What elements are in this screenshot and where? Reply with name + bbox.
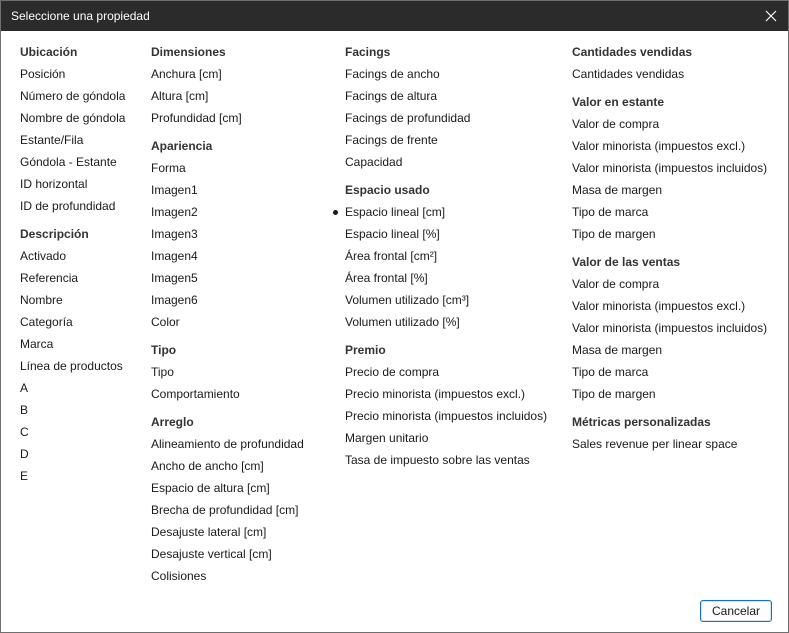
property-item-masa-de-margen[interactable]: Masa de margen (572, 343, 663, 357)
property-item-precio-de-compra[interactable]: Precio de compra (345, 365, 440, 379)
property-item-nombre-de-gondola[interactable]: Nombre de góndola (20, 111, 126, 125)
property-item-linea-de-productos[interactable]: Línea de productos (20, 359, 123, 373)
column-sales-values (572, 41, 767, 455)
property-item-sales-revenue-per-linear-space[interactable]: Sales revenue per linear space (572, 437, 738, 451)
group-header: Valor en estante (572, 95, 665, 109)
property-item-id-de-profundidad[interactable]: ID de profundidad (20, 199, 116, 213)
property-item-a[interactable]: A (20, 381, 29, 395)
property-item-b[interactable]: B (20, 403, 29, 417)
property-item-tipo-de-marca[interactable]: Tipo de marca (572, 205, 649, 219)
group-header: Métricas personalizadas (572, 415, 711, 429)
property-item-posicion[interactable]: Posición (20, 67, 66, 81)
property-item-profundidad-cm[interactable]: Profundidad [cm] (151, 111, 242, 125)
property-item-facings-de-ancho[interactable]: Facings de ancho (345, 67, 440, 81)
property-item-espacio-lineal-cm[interactable]: Espacio lineal [cm] (345, 201, 547, 223)
group-header: Valor de las ventas (572, 255, 681, 269)
title-bar (1, 1, 788, 31)
cancel-button[interactable]: Cancelar (700, 600, 772, 622)
property-item-valor-minorista-impuestos-excl[interactable]: Valor minorista (impuestos excl.) (572, 139, 746, 153)
property-group-dimensiones (151, 41, 304, 129)
property-item-referencia[interactable]: Referencia (20, 271, 79, 285)
property-item-valor-minorista-impuestos-incluidos[interactable]: Valor minorista (impuestos incluidos) (572, 161, 768, 175)
property-item-ancho-de-ancho-cm[interactable]: Ancho de ancho [cm] (151, 459, 264, 473)
close-button[interactable] (758, 3, 784, 29)
property-item-e[interactable]: E (20, 469, 29, 483)
property-group-apariencia (151, 135, 304, 333)
group-header: Premio (345, 343, 386, 357)
property-item-c[interactable]: C (20, 425, 29, 439)
property-group-valor-en-estante (572, 91, 767, 245)
property-item-imagen1[interactable]: Imagen1 (151, 183, 198, 197)
property-item-facings-de-profundidad[interactable]: Facings de profundidad (345, 111, 471, 125)
property-item-valor-de-compra[interactable]: Valor de compra (572, 277, 660, 291)
property-group-valor-de-las-ventas (572, 251, 767, 405)
property-item-area-frontal[interactable]: Área frontal [%] (345, 271, 428, 285)
property-group-espacio-usado (345, 179, 547, 333)
group-header: Cantidades vendidas (572, 45, 693, 59)
property-item-tipo-de-margen[interactable]: Tipo de margen (572, 227, 656, 241)
property-item-valor-minorista-impuestos-incluidos[interactable]: Valor minorista (impuestos incluidos) (572, 321, 768, 335)
column-location-description (20, 41, 125, 487)
property-item-brecha-de-profundidad-cm[interactable]: Brecha de profundidad [cm] (151, 503, 299, 517)
property-item-gondola-estante[interactable]: Góndola - Estante (20, 155, 117, 169)
property-item-precio-minorista-impuestos-excl[interactable]: Precio minorista (impuestos excl.) (345, 387, 526, 401)
property-item-margen-unitario[interactable]: Margen unitario (345, 431, 429, 445)
property-item-facings-de-frente[interactable]: Facings de frente (345, 133, 438, 147)
property-item-marca[interactable]: Marca (20, 337, 54, 351)
group-header: Dimensiones (151, 45, 226, 59)
property-item-imagen2[interactable]: Imagen2 (151, 205, 198, 219)
property-item-imagen4[interactable]: Imagen4 (151, 249, 198, 263)
property-group-arreglo (151, 411, 304, 587)
property-group-premio (345, 339, 547, 471)
property-item-anchura-cm[interactable]: Anchura [cm] (151, 67, 222, 81)
property-item-imagen5[interactable]: Imagen5 (151, 271, 198, 285)
property-item-color[interactable]: Color (151, 315, 180, 329)
property-item-tasa-de-impuesto-sobre-las-ventas[interactable]: Tasa de impuesto sobre las ventas (345, 453, 530, 467)
property-item-estante-fila[interactable]: Estante/Fila (20, 133, 84, 147)
group-header: Descripción (20, 227, 89, 241)
window-title: Seleccione una propiedad (11, 9, 150, 23)
property-item-volumen-utilizado[interactable]: Volumen utilizado [%] (345, 315, 460, 329)
column-dimensions-arrangement (151, 41, 304, 587)
property-item-precio-minorista-impuestos-incluidos[interactable]: Precio minorista (impuestos incluidos) (345, 409, 548, 423)
property-item-nombre[interactable]: Nombre (20, 293, 63, 307)
group-header: Apariencia (151, 139, 213, 153)
group-header: Arreglo (151, 415, 194, 429)
property-item-espacio-lineal[interactable]: Espacio lineal [%] (345, 227, 440, 241)
property-group-tipo (151, 339, 304, 405)
property-item-categoria[interactable]: Categoría (20, 315, 73, 329)
property-item-tipo[interactable]: Tipo (151, 365, 174, 379)
property-item-facings-de-altura[interactable]: Facings de altura (345, 89, 438, 103)
property-group-ubicacion (20, 41, 125, 217)
property-item-alineamiento-de-profundidad[interactable]: Alineamiento de profundidad (151, 437, 304, 451)
group-header: Facings (345, 45, 391, 59)
property-item-area-frontal-cm[interactable]: Área frontal [cm²] (345, 249, 438, 263)
property-item-capacidad[interactable]: Capacidad (345, 155, 403, 169)
property-group-facings (345, 41, 547, 173)
property-item-imagen3[interactable]: Imagen3 (151, 227, 198, 241)
close-icon (765, 10, 777, 22)
property-item-numero-de-gondola[interactable]: Número de góndola (20, 89, 126, 103)
group-header: Tipo (151, 343, 177, 357)
property-item-altura-cm[interactable]: Altura [cm] (151, 89, 209, 103)
property-item-masa-de-margen[interactable]: Masa de margen (572, 183, 663, 197)
property-group-descripcion (20, 223, 125, 487)
property-item-tipo-de-marca[interactable]: Tipo de marca (572, 365, 649, 379)
column-facings-space-price (345, 41, 547, 471)
property-item-volumen-utilizado-cm[interactable]: Volumen utilizado [cm³] (345, 293, 470, 307)
property-item-colisiones[interactable]: Colisiones (151, 569, 207, 583)
property-item-id-horizontal[interactable]: ID horizontal (20, 177, 88, 191)
property-item-imagen6[interactable]: Imagen6 (151, 293, 198, 307)
property-item-d[interactable]: D (20, 447, 29, 461)
property-item-valor-minorista-impuestos-excl[interactable]: Valor minorista (impuestos excl.) (572, 299, 746, 313)
property-item-desajuste-vertical-cm[interactable]: Desajuste vertical [cm] (151, 547, 272, 561)
property-group-cantidades-vendidas (572, 41, 767, 85)
property-item-tipo-de-margen[interactable]: Tipo de margen (572, 387, 656, 401)
group-header: Ubicación (20, 45, 78, 59)
property-item-desajuste-lateral-cm[interactable]: Desajuste lateral [cm] (151, 525, 267, 539)
property-group-metricas-personalizadas (572, 411, 767, 455)
property-item-activado[interactable]: Activado (20, 249, 67, 263)
group-header: Espacio usado (345, 183, 430, 197)
property-item-valor-de-compra[interactable]: Valor de compra (572, 117, 660, 131)
property-item-cantidades-vendidas[interactable]: Cantidades vendidas (572, 67, 685, 81)
property-item-espacio-de-altura-cm[interactable]: Espacio de altura [cm] (151, 481, 270, 495)
property-item-comportamiento[interactable]: Comportamiento (151, 387, 240, 401)
property-item-forma[interactable]: Forma (151, 161, 186, 175)
